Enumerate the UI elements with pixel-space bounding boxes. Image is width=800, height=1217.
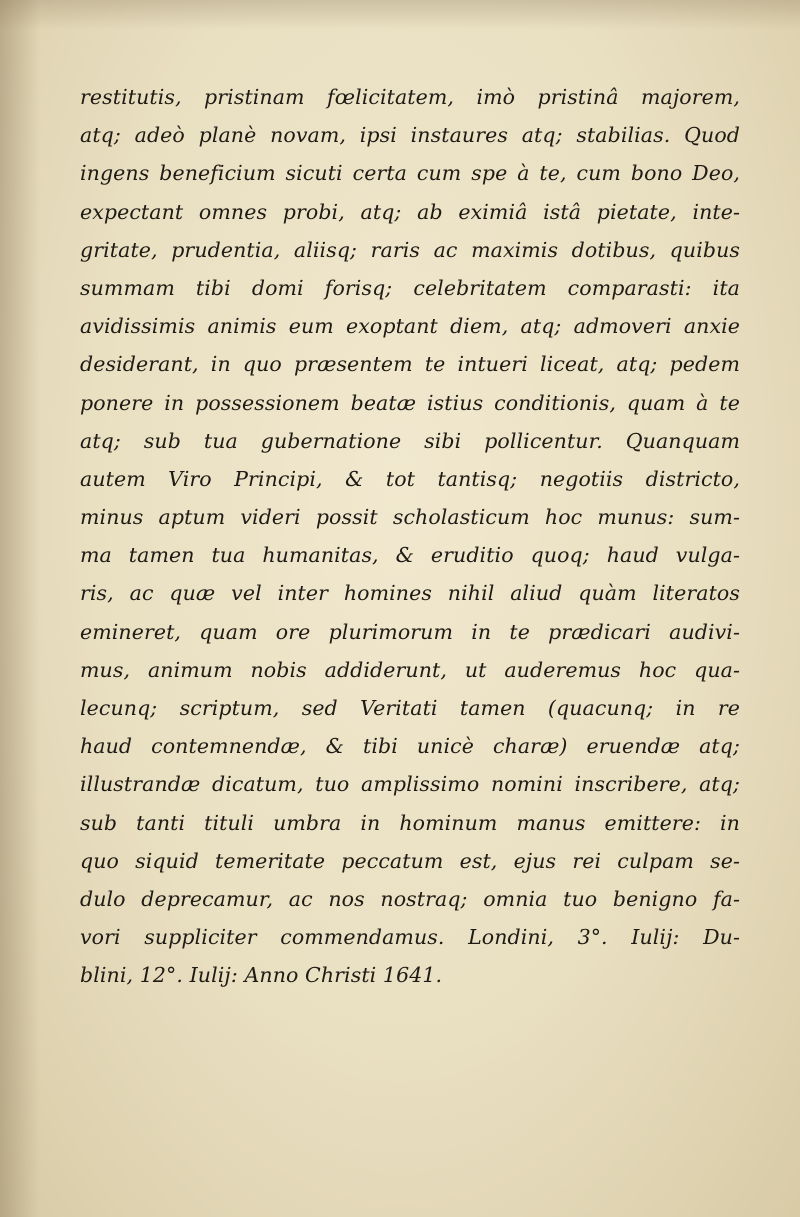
text-line: ponere in possessionem beatæ istius conditionis, quam à te — [80, 390, 740, 415]
text-line-last: blini, 12°. Iulij: Anno Christi 1641. — [80, 963, 443, 988]
text-line: expectant omnes probi, atq; ab eximiâ istâ pietate, inte- — [80, 199, 740, 224]
text-line: quo siquid temeritate peccatum est, ejus rei culpam se- — [80, 848, 740, 873]
text-line: dulo deprecamur, ac nos nostraq; omnia tuo benigno fa- — [80, 886, 740, 911]
text-line: mus, animum nobis addiderunt, ut auderemus hoc qua- — [80, 657, 740, 682]
body-text — [80, 78, 740, 995]
text-line: restitutis, pristinam fœlicitatem, imò pristinâ majorem, — [80, 85, 740, 109]
text-line: ris, ac quæ vel inter homines nihil aliud quàm literatos — [80, 581, 740, 606]
text-line: desiderant, in quo præsentem te intueri liceat, atq; pedem — [80, 352, 740, 377]
text-line: emineret, quam ore plurimorum in te prædicari audivi- — [80, 619, 740, 644]
text-line: gritate, prudentia, aliisq; raris ac maximis dotibus, quibus — [80, 237, 740, 262]
text-line: summam tibi domi forisq; celebritatem comparasti: ita — [80, 275, 740, 300]
text-line: ingens beneficium sicuti certa cum spe à te, cum bono Deo, — [80, 161, 740, 186]
text-line: avidissimis animis eum exoptant diem, atq; admoveri anxie — [80, 314, 740, 339]
text-line: ma tamen tua humanitas, & eruditio quoq; haud vulga- — [80, 543, 740, 568]
text-line: illustrandæ dicatum, tuo amplissimo nomini inscribere, atq; — [80, 772, 740, 797]
gutter-shadow — [0, 0, 40, 1217]
text-line: sub tanti tituli umbra in hominum manus emittere: in — [80, 810, 740, 835]
text-line: haud contemnendæ, & tibi unicè charæ) eruendæ atq; — [80, 734, 740, 759]
text-line: lecunq; scriptum, sed Veritati tamen (quacunq; in re — [80, 696, 740, 720]
text-line: minus aptum videri possit scholasticum hoc munus: sum- — [80, 505, 740, 530]
text-line: autem Viro Principi, & tot tantisq; negotiis districto, — [80, 466, 740, 491]
text-line: vori suppliciter commendamus. Londini, 3°. Iulij: Du- — [80, 925, 740, 950]
text-line: atq; adeò planè novam, ipsi instaures atq; stabilias. Quod — [80, 123, 740, 148]
text-line: atq; sub tua gubernatione sibi pollicentur. Quanquam — [80, 428, 740, 453]
top-edge-shadow — [0, 0, 800, 30]
